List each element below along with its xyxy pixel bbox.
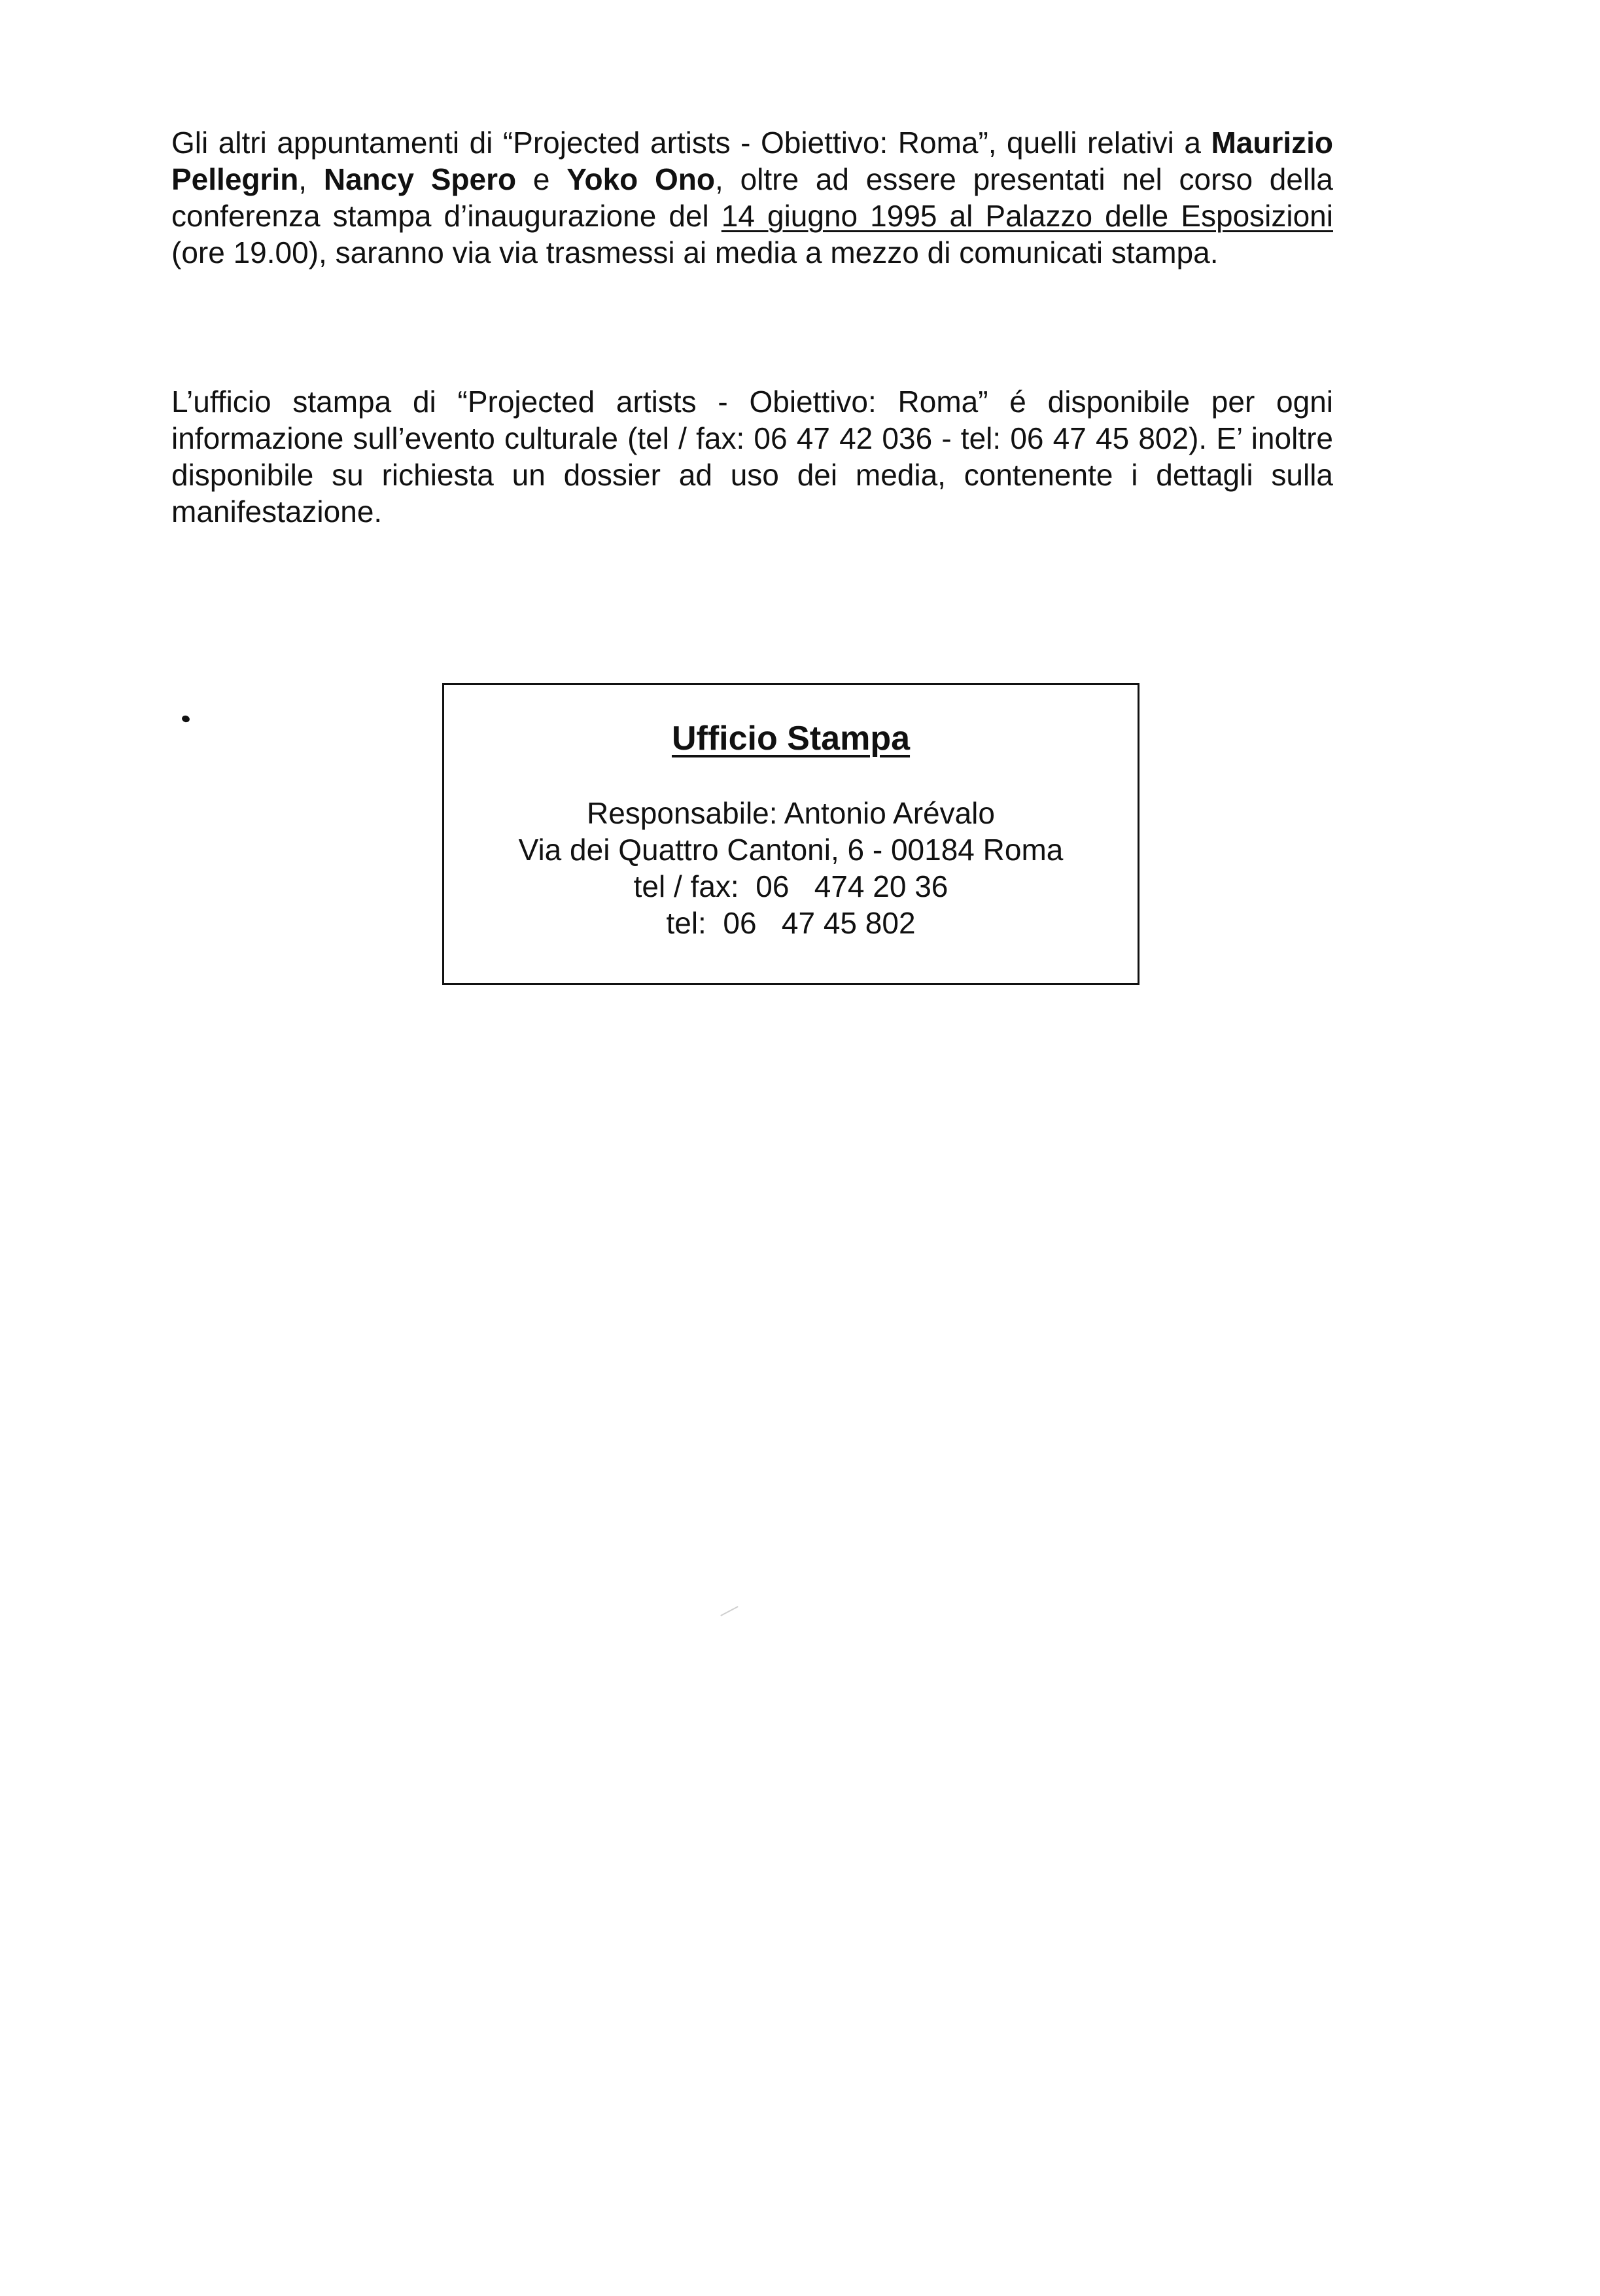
paragraph-press-office-info: L’ufficio stampa di “Projected artists - Obiettivo: Roma” é disponibile per ogni informazione sull’evento culturale (tel / fax: 06 47 42 036 - tel: 06 47 45 802). E’ inoltre disponibile su richiesta un dossier ad uso dei media, contenente i dettagli sulla manifestazione. [171,385,1333,529]
paragraph-text: , [298,162,324,196]
paragraph-text: (ore 19.00), saranno via via trasmessi ai media a mezzo di comunicati stampa. [171,235,1219,270]
bullet-mark [181,714,191,723]
press-office-box [442,683,1139,985]
press-office-address: Via dei Quattro Cantoni, 6 - 00184 Roma [518,833,1064,867]
press-office-tel: tel: 06 47 45 802 [666,906,916,940]
paragraph-text: Gli altri appuntamenti di “Projected artists - Obiettivo: Roma”, quelli relativi a [171,126,1211,160]
scan-speck [720,1606,738,1616]
paragraph-text: , oltre ad essere presentati nel corso della conferenza stampa d’inaugurazione del [171,162,1333,233]
press-office-responsible: Responsabile: Antonio Arévalo [587,796,995,830]
paragraph-appointments [171,124,1333,271]
artist-name-pellegrin: Maurizio Pellegrin [171,126,1333,196]
artist-name-spero: Nancy Spero [323,162,517,196]
artist-name-ono: Yoko Ono [566,162,716,196]
conference-date-venue: 14 giugno 1995 al Palazzo delle Esposizioni [721,199,1333,233]
press-office-telfax: tel / fax: 06 474 20 36 [633,869,948,903]
paragraph-text: e [516,162,567,196]
press-office-title: Ufficio Stampa [671,720,911,757]
press-office-contact [444,795,1138,941]
